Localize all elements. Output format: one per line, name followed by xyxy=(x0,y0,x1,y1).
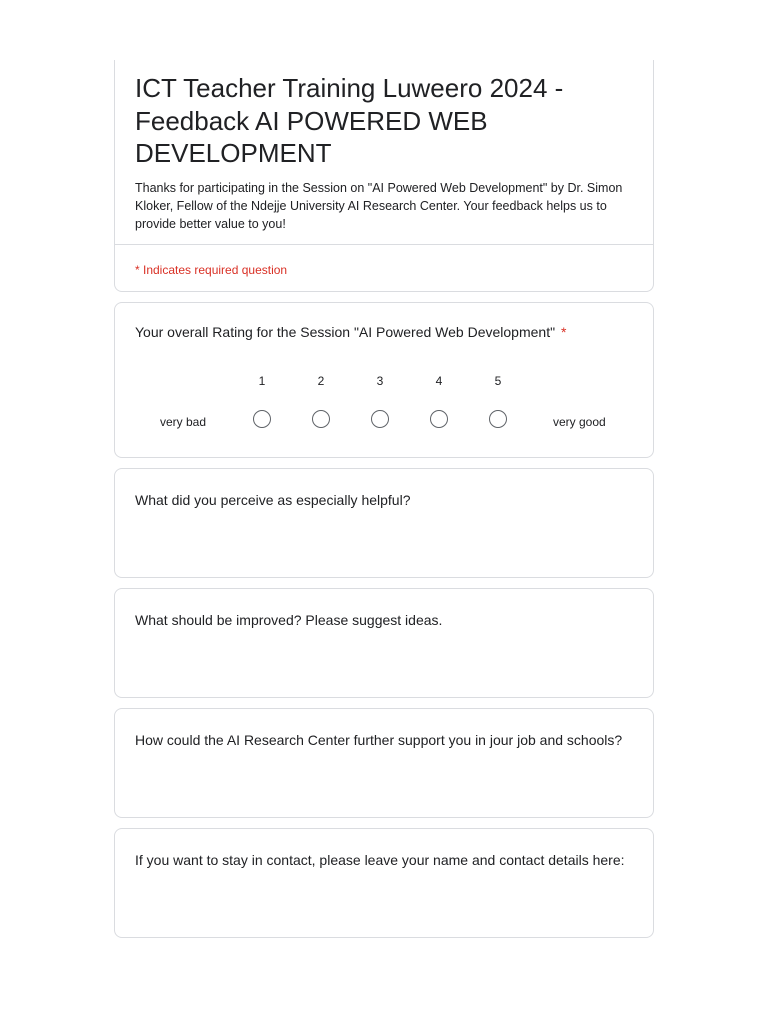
scale-number-1: 1 xyxy=(258,373,266,388)
required-asterisk: * xyxy=(560,323,567,340)
form-container xyxy=(114,60,654,948)
scale-number-4: 4 xyxy=(435,373,443,388)
form-title: ICT Teacher Training Luweero 2024 - Feedback AI POWERED WEB DEVELOPMENT xyxy=(135,73,564,168)
question-card-support xyxy=(114,708,654,818)
question-title-helpful: What did you perceive as especially helpful? xyxy=(135,491,411,508)
form-header-card xyxy=(114,60,654,292)
scale-high-label: very good xyxy=(553,414,606,429)
rating-question-text: Your overall Rating for the Session "AI Powered Web Development" xyxy=(135,323,556,340)
scale-low-label: very bad xyxy=(160,414,207,429)
question-card-improve xyxy=(114,588,654,698)
scale-number-2: 2 xyxy=(317,373,325,388)
form-description: Thanks for participating in the Session on "AI Powered Web Development" by Dr. Simon Kloker, Fellow of the Ndejje University AI Research Center. Your feedback helps us to provide better value to you! xyxy=(135,180,623,231)
scale-number-3: 3 xyxy=(376,373,384,388)
question-card-helpful xyxy=(114,468,654,578)
rating-radio-1[interactable] xyxy=(253,410,271,428)
rating-radio-2[interactable] xyxy=(312,410,330,428)
rating-question-card xyxy=(114,302,654,458)
question-title-contact: If you want to stay in contact, please leave your name and contact details here: xyxy=(135,851,625,868)
required-question-note: * Indicates required question xyxy=(135,262,288,277)
question-title-support: How could the AI Research Center further support you in jour job and schools? xyxy=(135,731,623,748)
rating-radio-3[interactable] xyxy=(371,410,389,428)
rating-radio-5[interactable] xyxy=(489,410,507,428)
form-header xyxy=(115,60,653,245)
question-title-improve: What should be improved? Please suggest ideas. xyxy=(135,611,443,628)
question-card-contact xyxy=(114,828,654,938)
rating-radio-4[interactable] xyxy=(430,410,448,428)
scale-number-5: 5 xyxy=(494,373,502,388)
linear-scale xyxy=(135,341,633,437)
rating-question-title xyxy=(135,323,633,341)
